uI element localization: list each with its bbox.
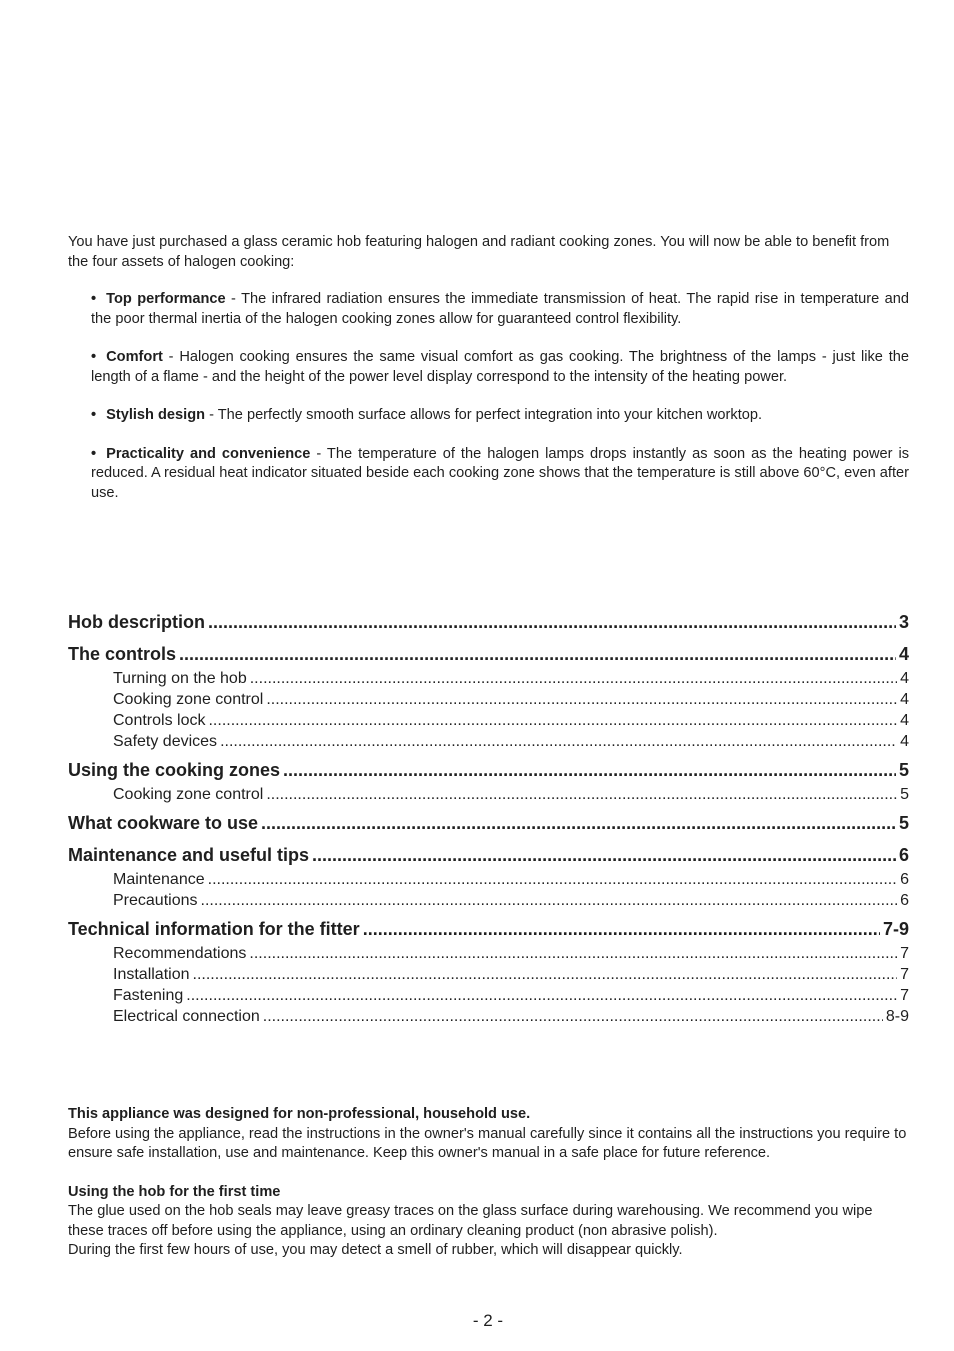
toc-item[interactable] [68, 712, 909, 733]
feature-text: - The temperature of the halogen lamps drops instantly as soon as the heating power is reduced. A residual heat indicator situated beside each cooking zone shows that the temperature is still above 60°C, even after use. [91, 445, 909, 501]
toc-section-title: Using the cooking zones [68, 760, 281, 780]
toc-page-number: 8-9 [885, 1008, 909, 1025]
toc-page-number: 4 [898, 644, 909, 664]
feature-term: Comfort [106, 349, 163, 365]
toc-page-number: 4 [900, 691, 909, 708]
toc-page-number: 7 [900, 987, 909, 1004]
toc-section-controls[interactable] [68, 644, 909, 670]
toc-section-title: What cookware to use [68, 813, 259, 833]
toc-page-number: 5 [900, 786, 909, 803]
intro-text: You have just purchased a glass ceramic hob featuring halogen and radiant cooking zones. You will now be able to benefit from the four assets of halogen cooking: [68, 234, 890, 270]
toc-item[interactable] [68, 871, 909, 892]
feature-term: Practicality and convenience [106, 445, 311, 462]
toc-item-title: Installation [113, 966, 190, 983]
toc-item-title: Precautions [113, 892, 198, 909]
toc-item[interactable] [68, 670, 909, 691]
toc-page-number: 6 [898, 845, 909, 865]
toc-item-title: Electrical connection [113, 1008, 260, 1025]
toc-page-number: 7-9 [882, 919, 909, 939]
toc-section-cookware[interactable] [68, 813, 909, 839]
toc-page-number: 5 [898, 760, 909, 780]
rubber-smell-text: During the first few hours of use, you may detect a smell of rubber, which will disappear quickly. [68, 1242, 683, 1258]
table-of-contents [68, 612, 909, 1029]
toc-section-hob-description[interactable] [68, 612, 909, 638]
toc-item[interactable] [68, 987, 909, 1008]
toc-item-title: Fastening [113, 987, 184, 1004]
notes-section [68, 1105, 909, 1261]
toc-item-title: Controls lock [113, 712, 206, 729]
toc-section-title: Maintenance and useful tips [68, 845, 310, 865]
feature-text: - Halogen cooking ensures the same visual comfort as gas cooking. The brightness of the lamps - just like the length of a flame - and the height of the power level display correspond to the intensity of the heating power. [91, 349, 909, 385]
toc-section-title: The controls [68, 644, 177, 664]
first-time-text: The glue used on the hob seals may leave greasy traces on the glass surface during warehousing. We recommend you wipe these traces off before using the appliance, using an ordinary cleaning product (non abrasive polish). [68, 1203, 873, 1239]
toc-item-title: Turning on the hob [113, 670, 247, 687]
toc-page-number: 5 [898, 813, 909, 833]
toc-item[interactable] [68, 786, 909, 807]
toc-page-number: 4 [900, 712, 909, 729]
feature-item: • Stylish design - The perfectly smooth surface allows for perfect integration into your kitchen worktop. [91, 407, 763, 423]
toc-item-title: Safety devices [113, 733, 218, 750]
toc-section-cooking-zones[interactable] [68, 760, 909, 786]
household-use-text: Before using the appliance, read the instructions in the owner's manual carefully since it contains all the instructions you require to ensure safe installation, use and maintenance. Keep this owner's manual in a safe place for future reference. [68, 1125, 907, 1161]
toc-page-number: 6 [900, 871, 909, 888]
feature-item: • Comfort - Halogen cooking ensures the same visual comfort as gas cooking. The brightness of the lamps - just like the length of a flame - and the height of the power level display correspond to the intensity of the heating power. [91, 349, 909, 385]
toc-section-maintenance[interactable] [68, 845, 909, 871]
feature-term: Top performance [106, 291, 226, 307]
feature-text: - The infrared radiation ensures the immediate transmission of heat. The rapid rise in temperature and the poor thermal inertia of the halogen cooking zones allow for guaranteed control flexibility. [91, 291, 909, 327]
toc-page-number: 3 [898, 612, 909, 632]
feature-text: - The perfectly smooth surface allows for perfect integration into your kitchen worktop. [205, 407, 763, 423]
toc-page-number: 7 [900, 966, 909, 983]
toc-item-title: Maintenance [113, 871, 205, 888]
toc-page-number: 4 [900, 733, 909, 750]
toc-section-title: Technical information for the fitter [68, 919, 360, 939]
toc-page-number: 6 [900, 892, 909, 909]
intro-section [68, 233, 909, 272]
page-number: - 2 - [472, 1311, 504, 1330]
toc-item-title: Cooking zone control [113, 786, 264, 803]
feature-list [91, 290, 909, 522]
feature-term: Stylish design [106, 407, 206, 423]
toc-item-title: Cooking zone control [113, 691, 264, 708]
toc-page-number: 7 [900, 945, 909, 962]
toc-item[interactable] [68, 945, 909, 966]
feature-item: • Practicality and convenience - The temperature of the halogen lamps drops instantly as soon as the heating power is reduced. A residual heat indicator situated beside each cooking zone shows that the temperature is still above 60°C, even after use. [91, 445, 909, 501]
toc-item[interactable] [68, 733, 909, 754]
toc-section-title: Hob description [68, 612, 206, 632]
feature-item: • Top performance - The infrared radiation ensures the immediate transmission of heat. The rapid rise in temperature and the poor thermal inertia of the halogen cooking zones allow for guaranteed control flexibility. [91, 291, 909, 327]
household-use-heading: This appliance was designed for non-professional, household use. [68, 1106, 531, 1122]
toc-item[interactable] [68, 892, 909, 913]
toc-item-title: Recommendations [113, 945, 247, 962]
first-time-heading: Using the hob for the first time [68, 1183, 281, 1200]
toc-item[interactable] [68, 1008, 909, 1029]
toc-section-technical[interactable] [68, 919, 909, 945]
toc-page-number: 4 [900, 670, 909, 687]
toc-item[interactable] [68, 966, 909, 987]
toc-item[interactable] [68, 691, 909, 712]
